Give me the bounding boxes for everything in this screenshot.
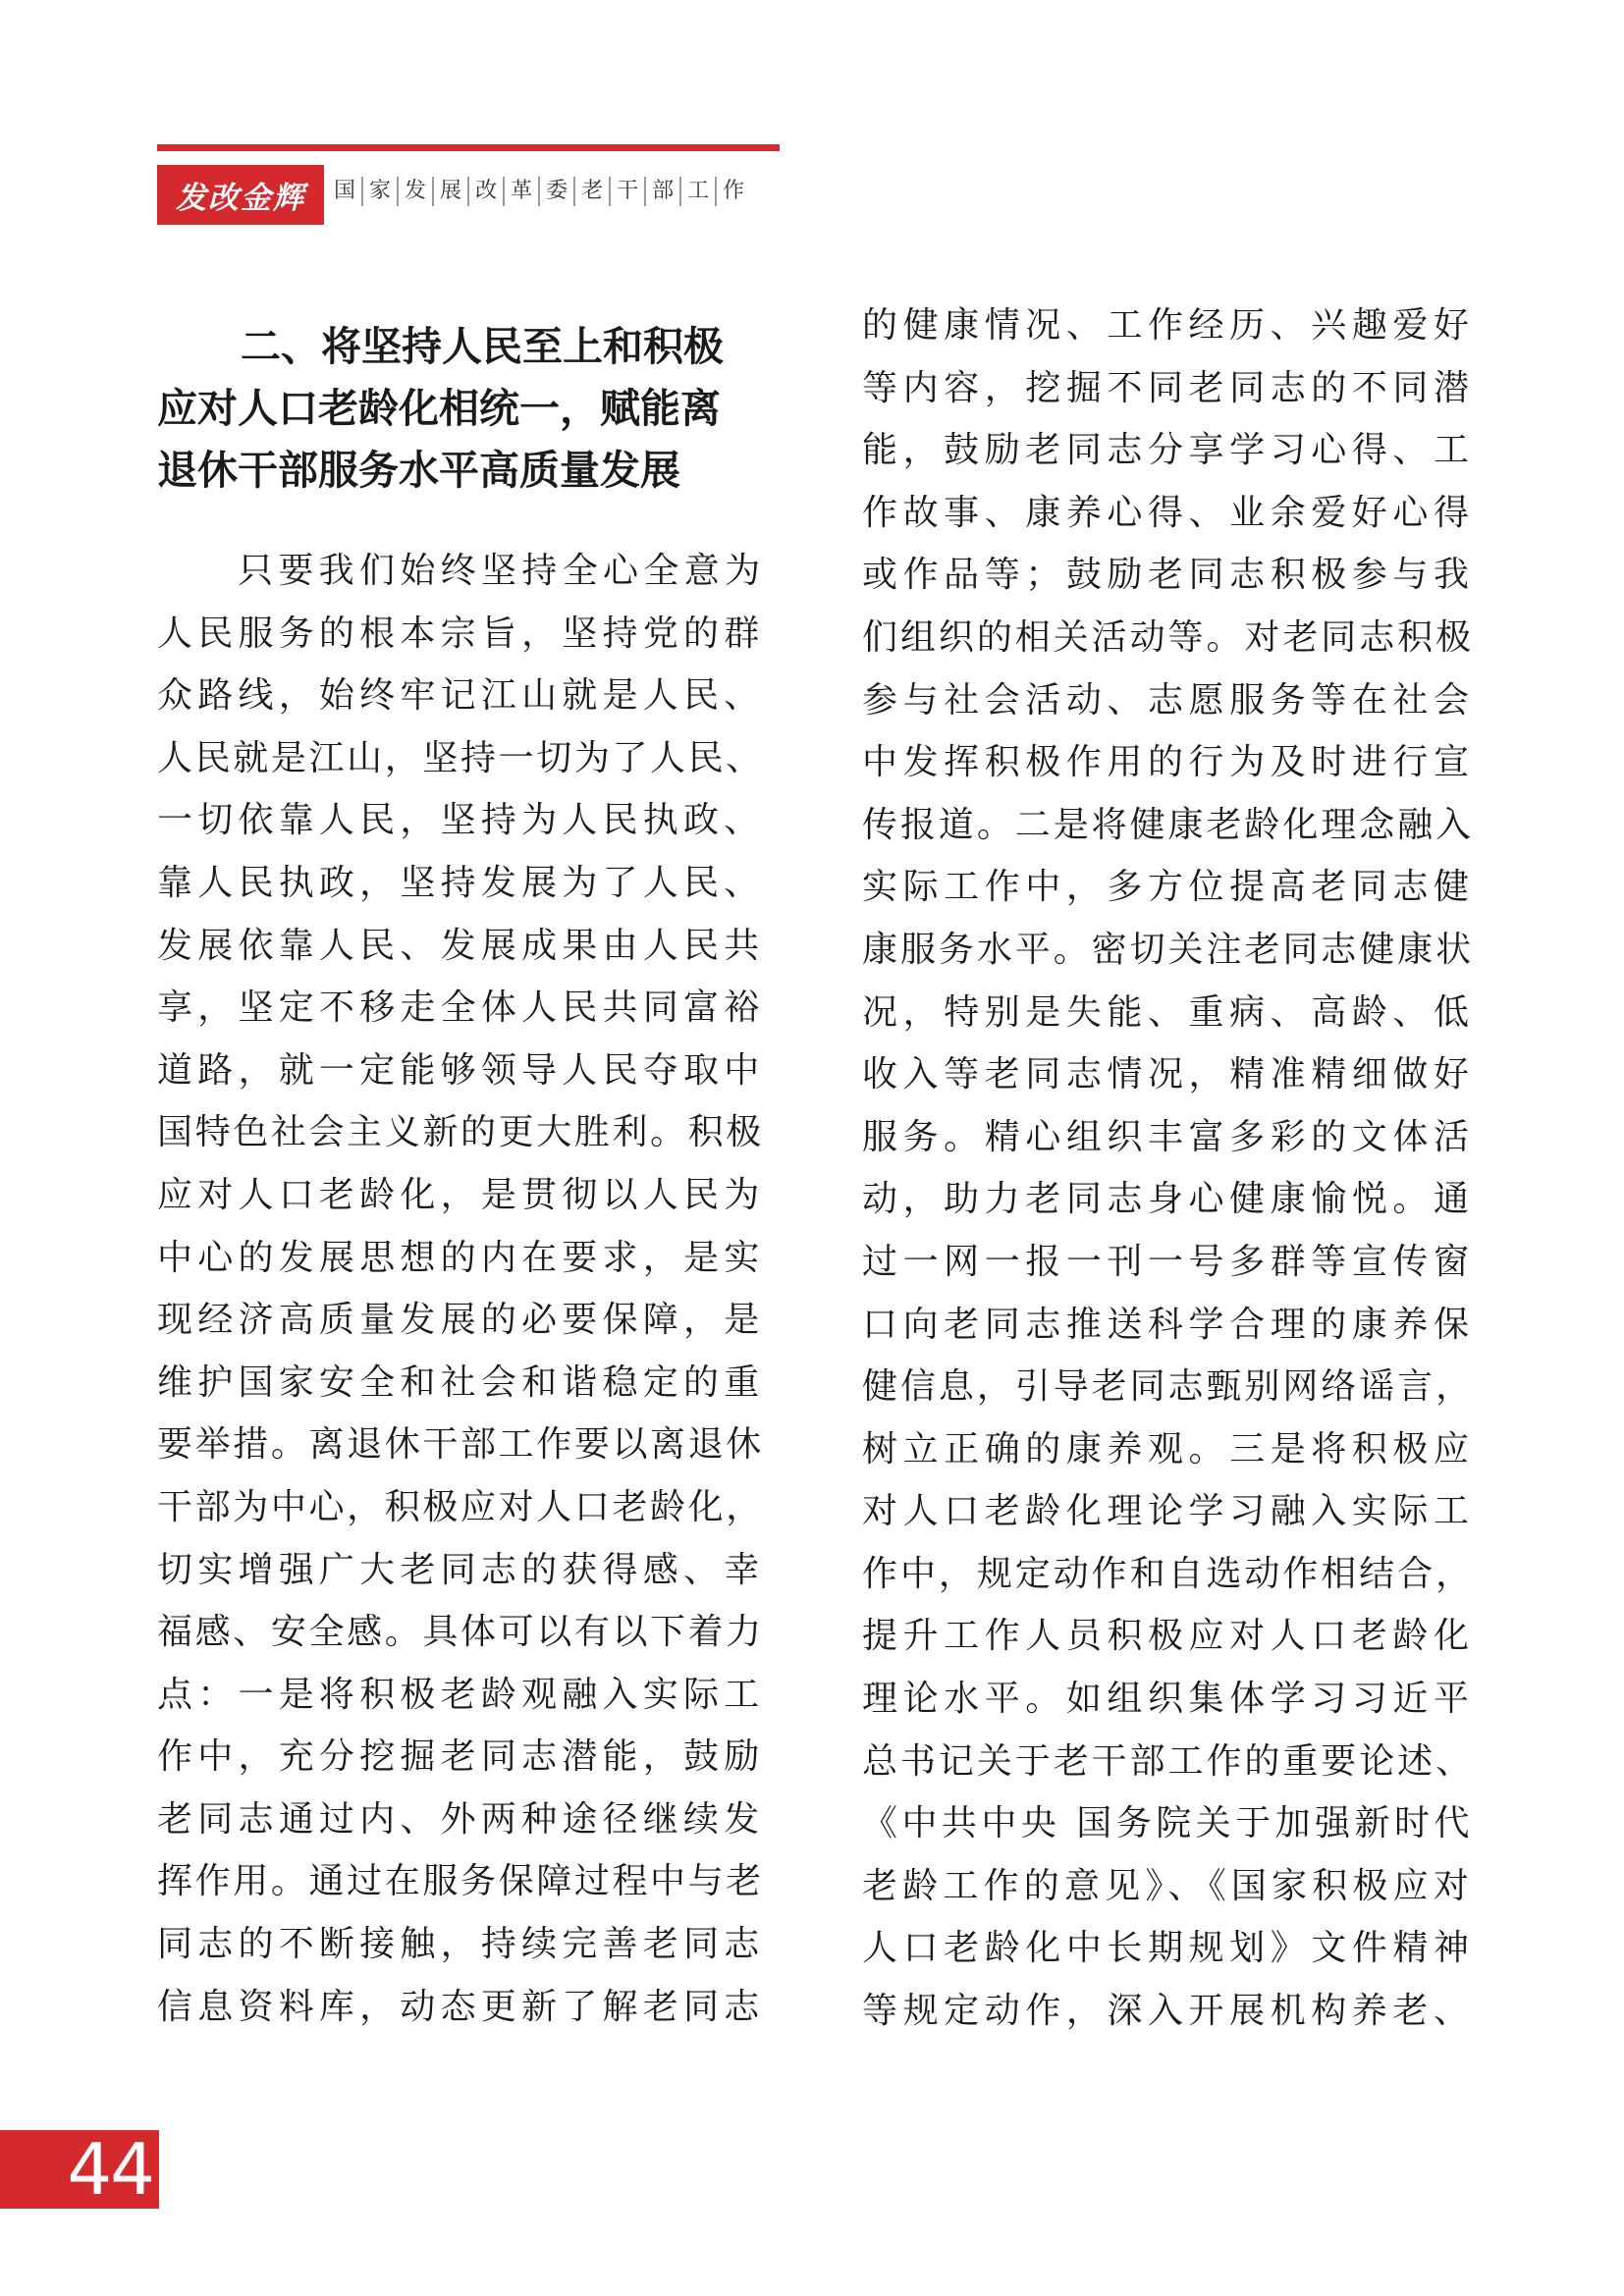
brand-subtitle-char: 作 xyxy=(723,179,745,203)
text-line: 中心的发展思想的内在要求，是实 xyxy=(157,1237,765,1278)
brand-subtitle-char: 干 xyxy=(611,177,646,206)
text-line: 等内容，挖掘不同老同志的不同潜 xyxy=(862,367,1475,408)
text-line: 收入等老同志情况，精准精细做好 xyxy=(862,1054,1475,1095)
text-line: 作中，充分挖掘老同志潜能，鼓励 xyxy=(157,1736,765,1778)
text-line: 同志的不断接触，持续完善老同志 xyxy=(157,1924,765,1965)
text-line: 口向老同志推送科学合理的康养保 xyxy=(862,1304,1475,1345)
text-line: 人民就是江山，坚持一切为了人民、 xyxy=(157,737,764,778)
heading-line: 应对人口老龄化相统一，赋能离 xyxy=(157,385,721,432)
page-number: 44 xyxy=(67,2128,153,2211)
text-line: 中发挥积极作用的行为及时进行宣 xyxy=(862,742,1475,783)
brand-subtitle-char: 老 xyxy=(575,177,611,206)
brand-logo xyxy=(157,165,324,225)
text-line: 信息资料库，动态更新了解老同志 xyxy=(157,1986,765,2027)
text-line: 靠人民执政，坚持发展为了人民、 xyxy=(157,862,765,903)
text-line: 传报道。二是将健康老龄化理念融入 xyxy=(862,804,1475,845)
text-line: 作中，规定动作和自选动作相结合， xyxy=(862,1553,1475,1594)
text-line: 《中共中央 国务院关于加强新时代 xyxy=(862,1803,1474,1844)
text-line: 人口老龄化中长期规划》文件精神 xyxy=(862,1928,1475,1969)
text-line: 服务。精心组织丰富多彩的文体活 xyxy=(862,1116,1475,1157)
text-line: 点：一是将积极老龄观融入实际工 xyxy=(157,1674,765,1715)
text-line: 挥作用。通过在服务保障过程中与老 xyxy=(157,1861,764,1902)
brand-subtitle-char: 国 xyxy=(334,177,363,206)
text-line: 实际工作中，多方位提高老同志健 xyxy=(862,867,1475,908)
text-line: 享，坚定不移走全体人民共同富裕 xyxy=(157,988,765,1029)
brand-title: 发改金辉 xyxy=(176,181,305,216)
brand-subtitle-char: 改 xyxy=(469,177,505,206)
text-line: 只要我们始终坚持全心全意为 xyxy=(238,551,766,591)
text-line: 树立正确的康养观。三是将积极应 xyxy=(862,1428,1475,1469)
brand-subtitle-char: 家 xyxy=(363,177,399,206)
left-column-text xyxy=(157,540,772,2038)
brand-subtitle-char: 发 xyxy=(399,177,434,206)
text-line: 动，助力老同志身心健康愉悦。通 xyxy=(862,1179,1475,1220)
brand-subtitle xyxy=(334,177,750,206)
header-rule xyxy=(157,144,780,151)
text-line: 的健康情况、工作经历、兴趣爱好 xyxy=(862,305,1475,346)
heading-line: 二、将坚持人民至上和积极 xyxy=(241,323,724,370)
text-line: 等规定动作，深入开展机构养老、 xyxy=(862,1991,1475,2032)
text-line: 干部为中心，积极应对人口老龄化， xyxy=(157,1486,764,1527)
text-line: 老同志通过内、外两种途径继续发 xyxy=(157,1798,765,1840)
text-line: 应对人口老龄化，是贯彻以人民为 xyxy=(157,1174,765,1215)
brand-subtitle-char: 部 xyxy=(646,177,681,206)
text-line: 现经济高质量发展的必要保障，是 xyxy=(157,1300,765,1341)
text-line: 对人口老龄化理论学习融入实际工 xyxy=(862,1491,1475,1532)
text-line: 或作品等；鼓励老同志积极参与我 xyxy=(862,555,1475,596)
text-line: 一切依靠人民，坚持为人民执政、 xyxy=(157,800,765,841)
brand-subtitle-char: 革 xyxy=(505,177,540,206)
brand-subtitle-char: 委 xyxy=(540,177,575,206)
text-line: 国特色社会主义新的更大胜利。积极 xyxy=(157,1112,764,1153)
text-line: 康服务水平。密切关注老同志健康状 xyxy=(862,929,1475,970)
section-heading xyxy=(157,316,776,502)
text-line: 过一网一报一刊一号多群等宣传窗 xyxy=(862,1241,1475,1282)
text-line: 们组织的相关活动等。对老同志积极 xyxy=(862,616,1475,658)
brand-subtitle-char: 展 xyxy=(434,177,469,206)
text-line: 提升工作人员积极应对人口老龄化 xyxy=(862,1616,1475,1657)
text-line: 参与社会活动、志愿服务等在社会 xyxy=(862,679,1475,721)
text-line: 维护国家安全和社会和谐稳定的重 xyxy=(157,1362,765,1403)
text-line: 老龄工作的意见》、《国家积极应对 xyxy=(862,1865,1475,1906)
brand-subtitle-char: 工 xyxy=(681,177,717,206)
text-line: 作故事、康养心得、业余爱好心得 xyxy=(862,492,1475,533)
text-line: 发展依靠人民、发展成果由人民共 xyxy=(157,925,765,966)
text-line: 理论水平。如组织集体学习习近平 xyxy=(862,1679,1475,1720)
text-line: 切实增强广大老同志的获得感、幸 xyxy=(157,1549,765,1590)
text-line: 能，鼓励老同志分享学习心得、工 xyxy=(862,430,1475,471)
text-line: 况，特别是失能、重病、高龄、低 xyxy=(862,991,1475,1033)
heading-line: 退休干部服务水平高质量发展 xyxy=(157,447,680,494)
page-number-badge xyxy=(0,2130,159,2209)
text-line: 人民服务的根本宗旨，坚持党的群 xyxy=(157,613,765,654)
text-line: 道路，就一定能够领导人民夺取中 xyxy=(157,1049,765,1091)
text-line: 众路线，始终牢记江山就是人民、 xyxy=(157,675,765,717)
text-line: 要举措。离退休干部工作要以离退休 xyxy=(157,1424,764,1466)
text-line: 健信息，引导老同志甄别网络谣言， xyxy=(862,1366,1475,1408)
text-line: 福感、安全感。具体可以有以下着力 xyxy=(157,1612,764,1653)
text-line: 总书记关于老干部工作的重要论述、 xyxy=(862,1740,1475,1782)
right-column-text xyxy=(862,294,1482,2043)
